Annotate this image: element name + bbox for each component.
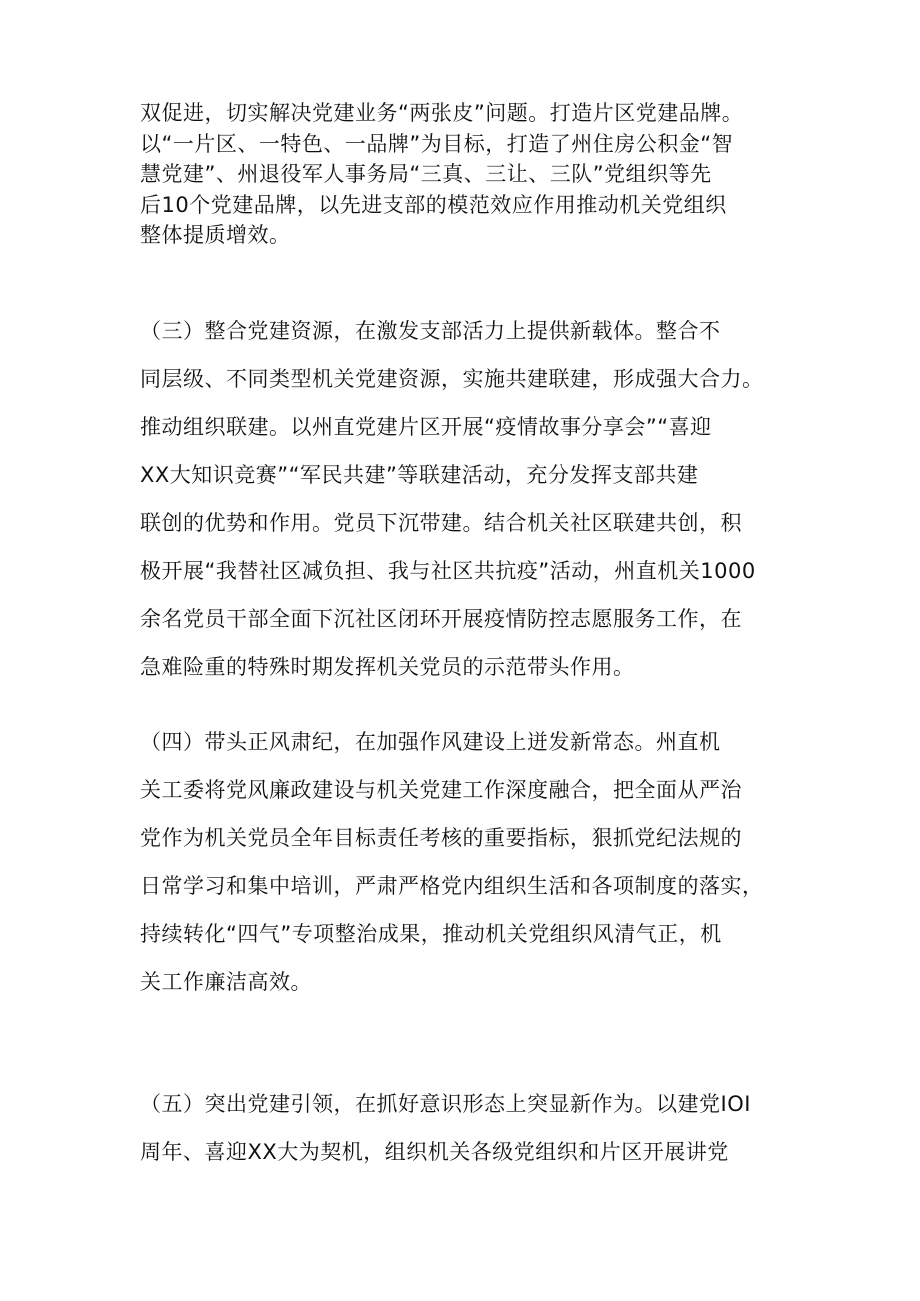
text-line: 关工委将党风廉政建设与机关党建工作深度融合，把全面从严治 bbox=[140, 778, 742, 802]
section-three-paragraph bbox=[140, 307, 790, 691]
text-line: （三）整合党建资源，在激发支部活力上提供新载体。整合不 bbox=[140, 319, 721, 343]
text-line: （五）突出党建引领，在抓好意识形态上突显新作为。以建党IOI bbox=[140, 1092, 751, 1116]
intro-paragraph bbox=[140, 98, 790, 251]
text-line: （四）带头正风肃纪，在加强作风建设上迸发新常态。州直机 bbox=[140, 730, 721, 754]
text-line: 推动组织联建。以州直党建片区开展“疫情故事分享会”“喜迎 bbox=[140, 415, 712, 439]
text-line: 持续转化“四气”专项整治成果，推动机关党组织风清气正，机 bbox=[140, 922, 722, 946]
text-line: 双促进，切实解决党建业务“两张皮”问题。打造片区党建品牌。 bbox=[140, 101, 744, 125]
text-line: 以“一片区、一特色、一品牌”为目标，打造了州住房公积金“智 bbox=[140, 131, 734, 156]
text-line: 联创的优势和作用。党员下沉带建。结合机关社区联建共创，积 bbox=[140, 511, 742, 535]
text-line: 后10个党建品牌，以先进支部的模范效应作用推动机关党组织 bbox=[140, 192, 727, 217]
text-line: 关工作廉洁高效。 bbox=[140, 970, 312, 994]
text-line: 同层级、不同类型机关党建资源，实施共建联建，形成强大合力。 bbox=[140, 367, 764, 391]
text-line: 慧党建”、州退役军人事务局“三真、三让、三队”党组织等先 bbox=[140, 162, 712, 186]
text-line: 党作为机关党员全年目标责任考核的重要指标，狠抓党纪法规的 bbox=[140, 826, 742, 850]
section-five-paragraph bbox=[140, 1080, 790, 1176]
text-line: XX大知识竞赛”“军民共建”等联建活动，充分发挥支部共建 bbox=[140, 463, 699, 487]
section-four-paragraph bbox=[140, 718, 790, 1006]
text-line: 余名党员干部全面下沉社区闭环开展疫情防控志愿服务工作，在 bbox=[140, 607, 742, 631]
text-line: 周年、喜迎XX大为契机，组织机关各级党组织和片区开展讲党 bbox=[140, 1140, 729, 1164]
text-line: 急难险重的特殊时期发挥机关党员的示范带头作用。 bbox=[140, 655, 635, 679]
text-line: 极开展“我替社区减负担、我与社区共抗疫”活动，州直机关1000 bbox=[140, 559, 756, 583]
text-line: 整体提质增效。 bbox=[140, 223, 291, 247]
text-line: 日常学习和集中培训，严肃严格党内组织生活和各项制度的落实， bbox=[140, 874, 764, 898]
